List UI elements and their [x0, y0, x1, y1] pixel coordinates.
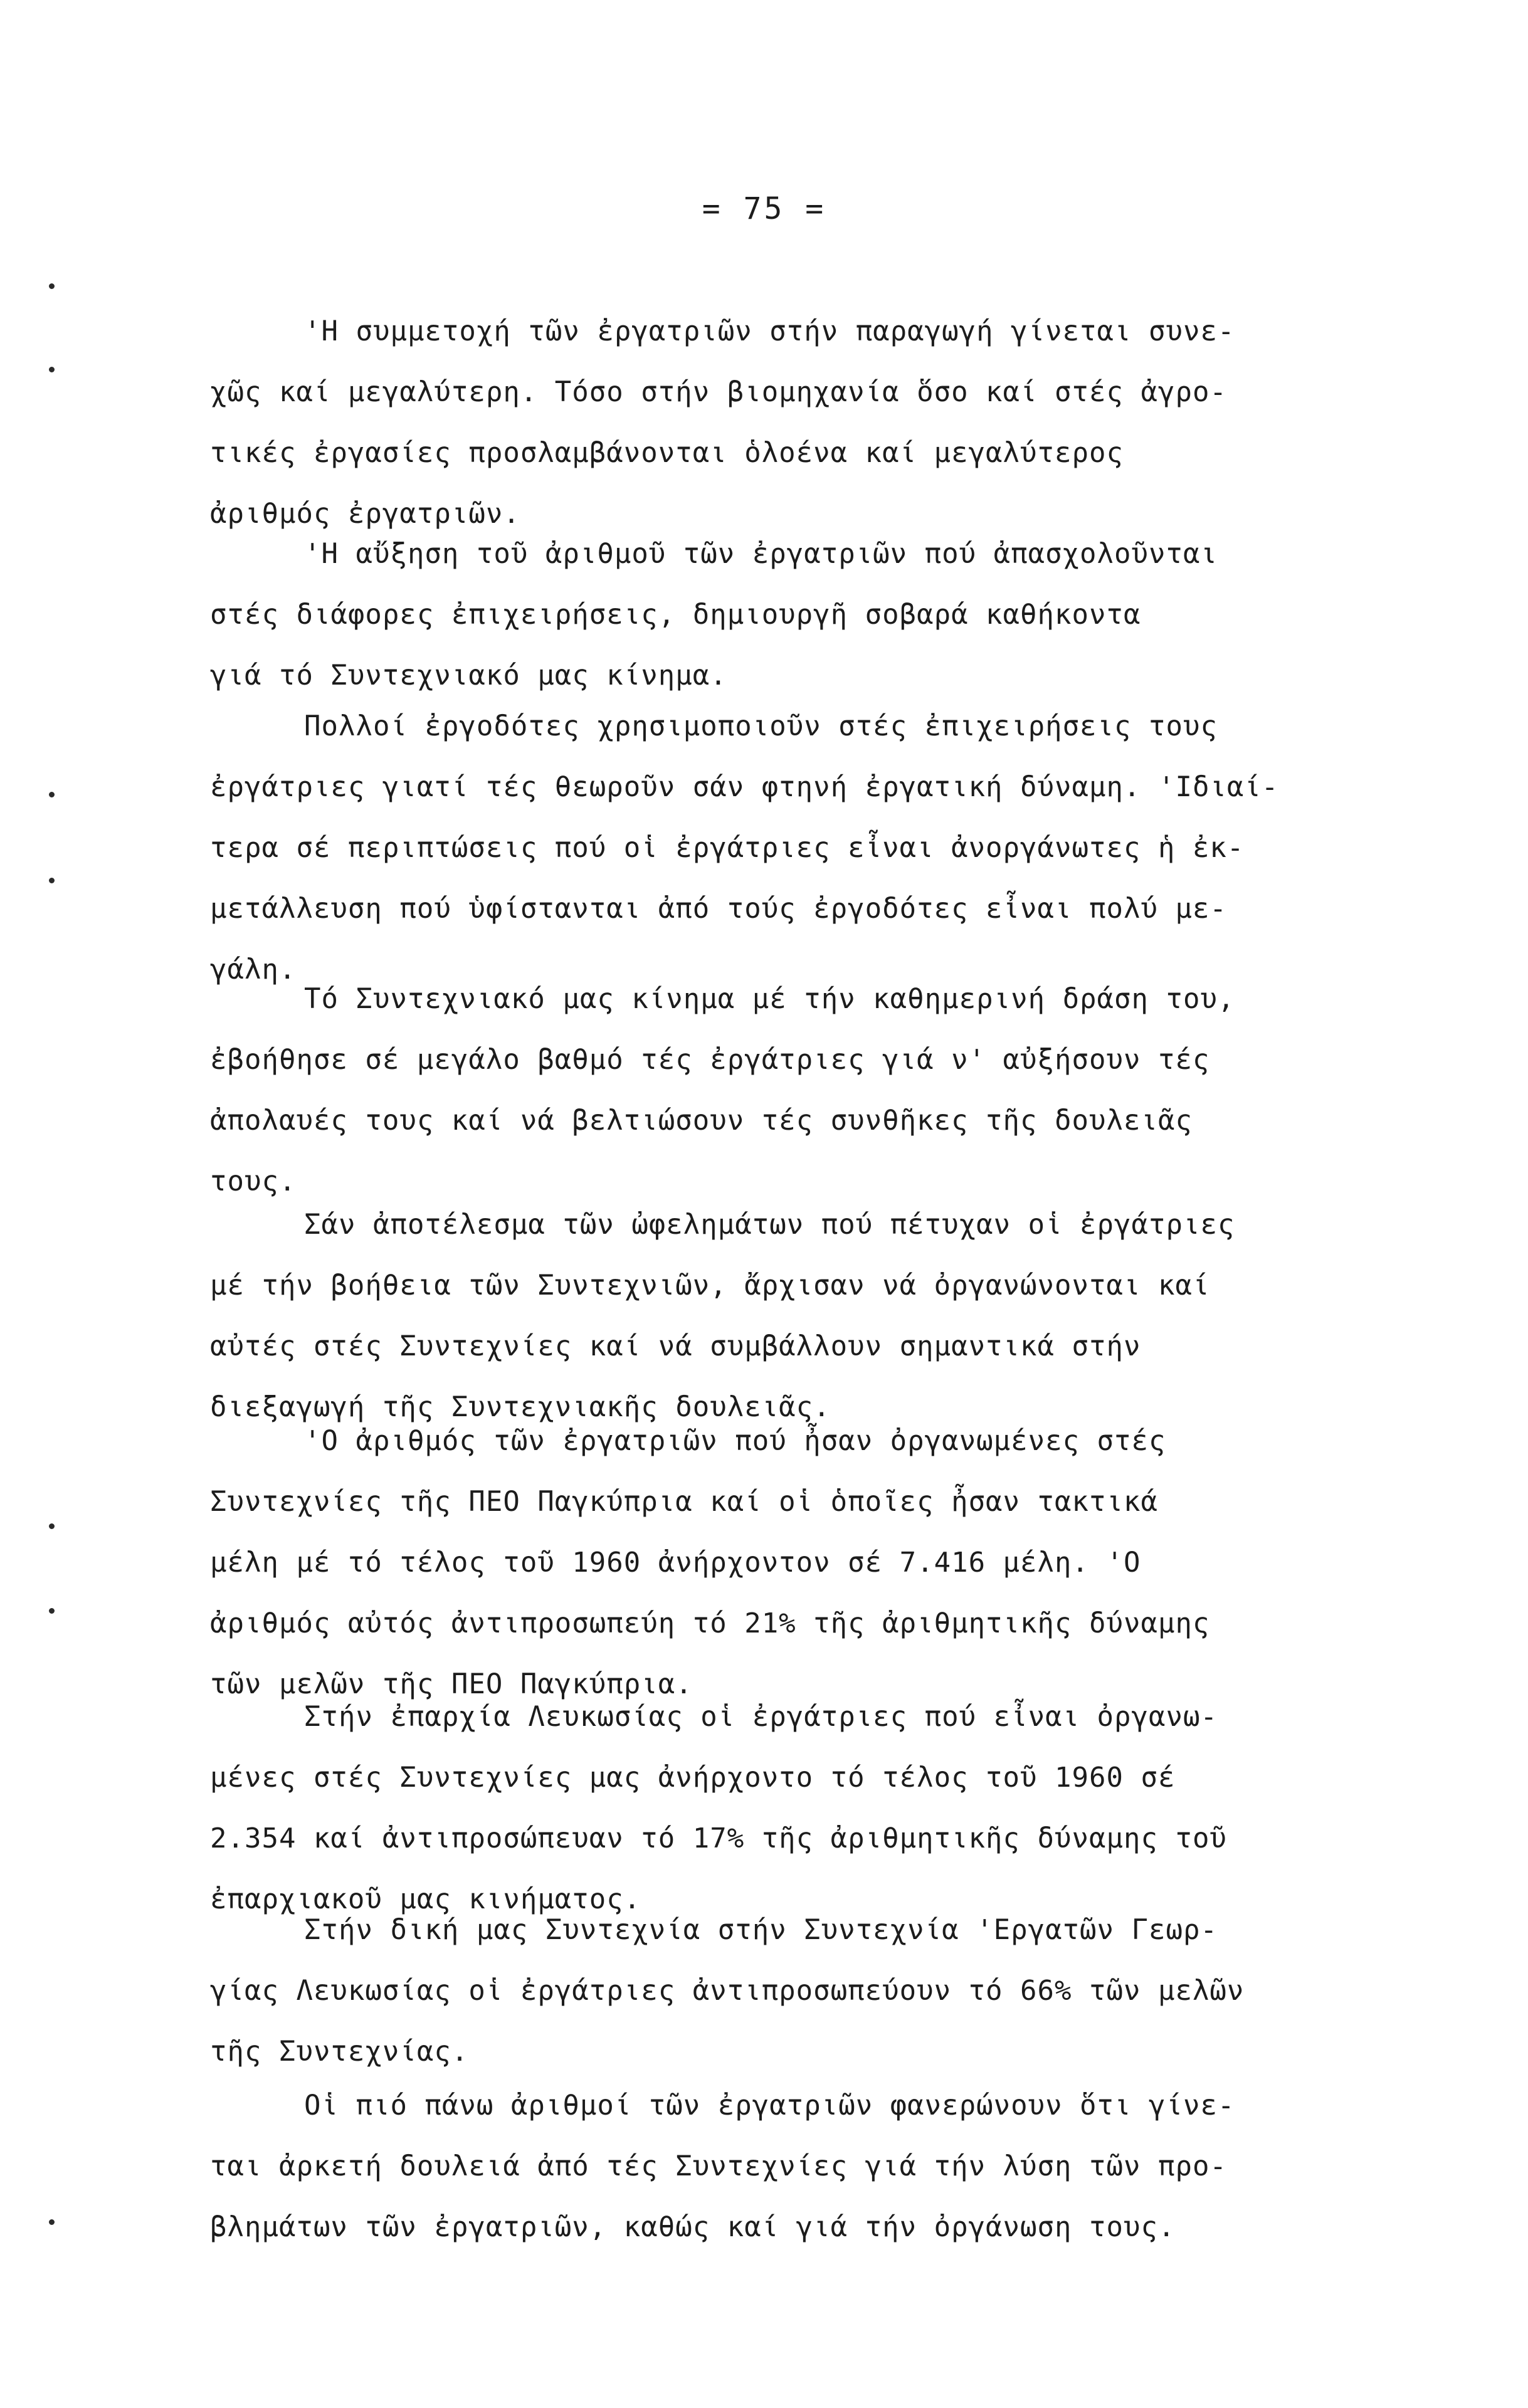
text-line: Σάν ἀποτέλεσμα τῶν ὠφελημάτων πού πέτυχαν οἱ ἐργάτριες: [304, 1209, 1235, 1241]
margin-mark: [49, 283, 55, 289]
text-line: ἀπολαυές τους καί νά βελτιώσουν τές συνθῆκες τῆς δουλειᾶς: [210, 1105, 1193, 1137]
text-line: ἀριθμός αὐτός ἀντιπροσωπεύη τό 21% τῆς ἀριθμητικῆς δύναμης: [210, 1607, 1210, 1639]
text-line: μετάλλευση πού ὑφίστανται ἀπό τούς ἐργοδότες εἶναι πολύ με-: [210, 893, 1227, 925]
text-line: μέλη μέ τό τέλος τοῦ 1960 ἀνήρχοντον σέ 7.416 μέλη. 'Ο: [210, 1547, 1141, 1579]
paragraph: [210, 1900, 1389, 2082]
text-line: γιά τό Συντεχνιακό μας κίνημα.: [210, 660, 727, 691]
text-line: τερα σέ περιπτώσεις πού οἱ ἐργάτριες εἶναι ἀνοργάνωτες ἡ ἐκ-: [210, 832, 1245, 864]
text-line: Οἱ πιό πάνω ἀριθμοί τῶν ἐργατριῶν φανερώνουν ὅτι γίνε-: [304, 2090, 1235, 2121]
text-line: Συντεχνίες τῆς ΠΕΟ Παγκύπρια καί οἱ ὁποῖες ἦσαν τακτικά: [210, 1486, 1158, 1518]
paragraph: [210, 969, 1389, 1212]
text-line: ἐργάτριες γιατί τές θεωροῦν σάν φτηνή ἐργατική δύναμη. 'Ιδιαί-: [210, 771, 1279, 803]
paragraph: [210, 301, 1389, 544]
text-line: χῶς καί μεγαλύτερη. Τόσο στήν βιομηχανία ὅσο καί στές ἀγρο-: [210, 376, 1227, 408]
text-line: γάλη.: [210, 954, 297, 986]
text-line: ἀριθμός ἐργατριῶν.: [210, 498, 520, 530]
text-line: τικές ἐργασίες προσλαμβάνονται ὁλοένα καί μεγαλύτερος: [210, 437, 1124, 469]
text-line: ται ἀρκετή δουλειά ἀπό τές Συντεχνίες γιά τήν λύση τῶν προ-: [210, 2150, 1227, 2182]
paragraph: [210, 1194, 1389, 1438]
margin-mark: [49, 792, 55, 797]
margin-mark: [49, 878, 55, 883]
text-line: 'Η αὔξηση τοῦ ἀριθμοῦ τῶν ἐργατριῶν πού ἀπασχολοῦνται: [304, 538, 1218, 570]
paragraph: [210, 696, 1389, 1000]
text-line: Πολλοί ἐργοδότες χρησιμοποιοῦν στές ἐπιχειρήσεις τους: [304, 710, 1218, 742]
paragraph: [210, 1686, 1389, 1930]
paragraph: [210, 1411, 1389, 1715]
text-line: μένες στές Συντεχνίες μας ἀνήρχοντο τό τέλος τοῦ 1960 σέ: [210, 1762, 1176, 1794]
text-line: τους.: [210, 1165, 297, 1197]
text-line: ἐβοήθησε σέ μεγάλο βαθμό τές ἐργάτριες γιά ν' αὐξήσουν τές: [210, 1044, 1210, 1076]
text-line: διεξαγωγή τῆς Συντεχνιακῆς δουλειᾶς.: [210, 1391, 831, 1423]
text-line: 'Ο ἀριθμός τῶν ἐργατριῶν πού ἦσαν ὀργανωμένες στές: [304, 1425, 1166, 1457]
text-line: Στήν δική μας Συντεχνία στήν Συντεχνία 'Εργατῶν Γεωρ-: [304, 1914, 1218, 1946]
text-line: τῶν μελῶν τῆς ΠΕΟ Παγκύπρια.: [210, 1668, 693, 1700]
text-line: 'Η συμμετοχή τῶν ἐργατριῶν στήν παραγωγή γίνεται συνε-: [304, 315, 1235, 347]
text-line: Τό Συντεχνιακό μας κίνημα μέ τήν καθημερινή δράση του,: [304, 983, 1235, 1015]
paragraph: [210, 523, 1389, 706]
text-line: Στήν ἐπαρχία Λευκωσίας οἱ ἐργάτριες πού εἶναι ὀργανω-: [304, 1701, 1218, 1733]
text-line: βλημάτων τῶν ἐργατριῶν, καθώς καί γιά τήν ὀργάνωση τους.: [210, 2211, 1176, 2243]
text-line: 2.354 καί ἀντιπροσώπευαν τό 17% τῆς ἀριθμητικῆς δύναμης τοῦ: [210, 1822, 1227, 1854]
margin-mark: [49, 2219, 55, 2225]
margin-mark: [49, 1523, 55, 1529]
margin-mark: [49, 367, 55, 372]
text-line: στές διάφορες ἐπιχειρήσεις, δημιουργῆ σοβαρά καθήκοντα: [210, 599, 1141, 631]
text-line: ἐπαρχιακοῦ μας κινήματος.: [210, 1883, 641, 1915]
text-line: γίας Λευκωσίας οἱ ἐργάτριες ἀντιπροσωπεύουν τό 66% τῶν μελῶν: [210, 1975, 1245, 2007]
margin-mark: [49, 1608, 55, 1614]
text-line: αὐτές στές Συντεχνίες καί νά συμβάλλουν σημαντικά στήν: [210, 1330, 1141, 1362]
text-line: τῆς Συντεχνίας.: [210, 2036, 469, 2068]
paragraph: [210, 2075, 1389, 2258]
text-line: μέ τήν βοήθεια τῶν Συντεχνιῶν, ἄρχισαν νά ὀργανώνονται καί: [210, 1270, 1210, 1301]
page-number: = 75 =: [702, 191, 826, 226]
